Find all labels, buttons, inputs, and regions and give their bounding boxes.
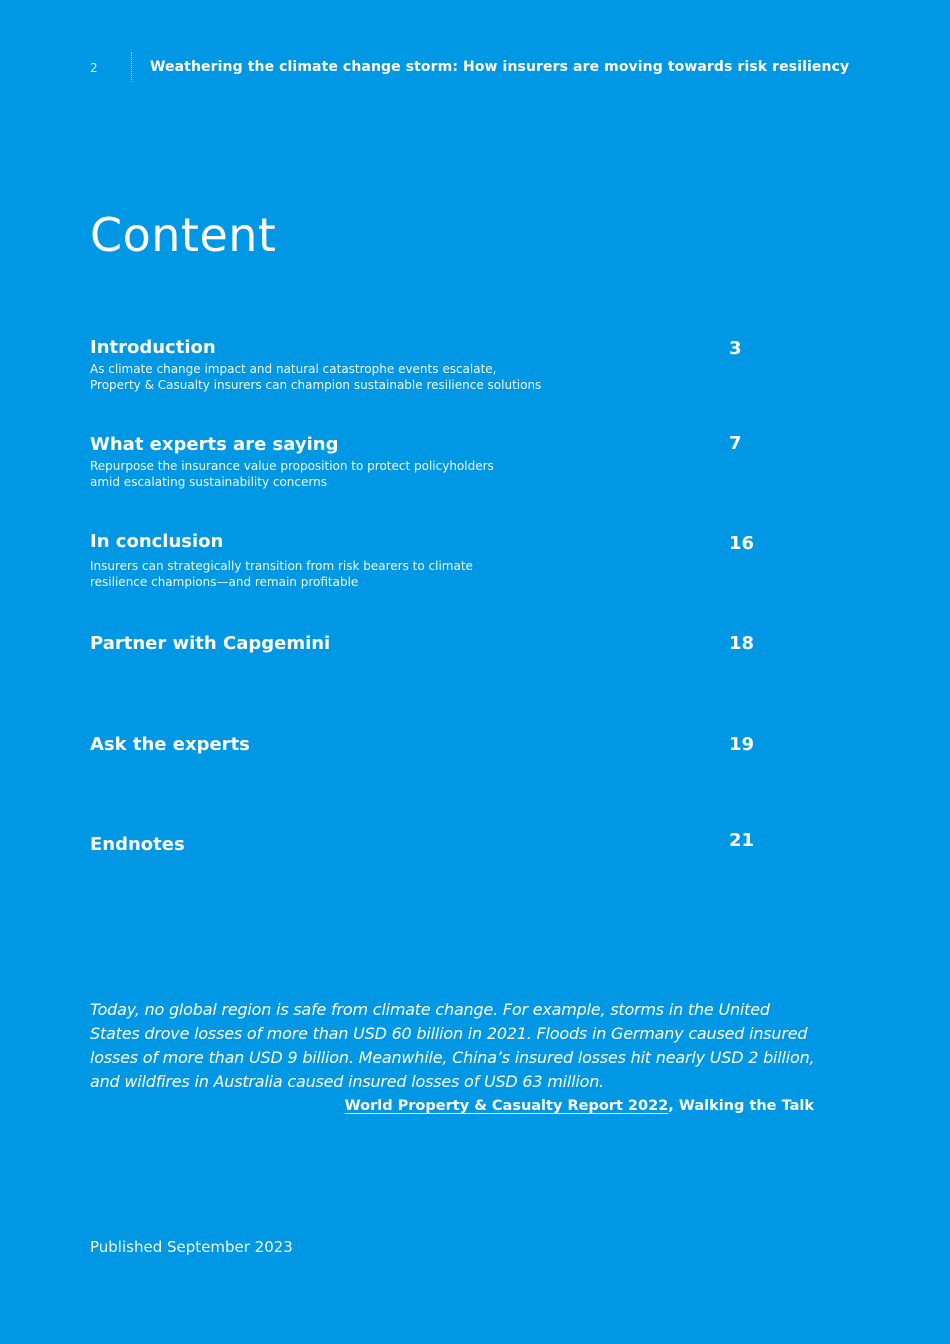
quote-source <box>90 1098 820 1114</box>
toc-entry-endnotes[interactable] <box>90 830 770 856</box>
toc-entry-introduction[interactable] <box>90 337 770 393</box>
toc-description: As climate change impact and natural catastrophe events escalate, Property & Casualty insurers can champion sustainable resilience solutions <box>90 362 542 392</box>
quote-text: Today, no global region is safe from climate change. For example, storms in the United States drove losses of more than USD 60 billion in 2021. Floods in Germany caused insured losses of more than USD 9 billion. Meanwhile, China’s insured losses hit nearly USD 2 billion, and wildfires in Australia caused insured losses of USD 63 million. <box>90 1000 815 1091</box>
toc-entry-what-experts-are-saying[interactable] <box>90 434 770 490</box>
toc-page-number[interactable]: 19 <box>729 734 755 755</box>
source-report-link[interactable]: World Property & Casualty Report 2022 <box>344 1098 669 1114</box>
toc-page-number[interactable]: 7 <box>729 433 742 454</box>
toc-entry-partner-with-capgemini[interactable] <box>90 633 770 655</box>
published-date: Published September 2023 <box>90 1238 293 1256</box>
quote-block <box>90 998 820 1114</box>
source-suffix: , Walking the Talk <box>668 1098 814 1114</box>
toc-page-number[interactable]: 16 <box>729 533 755 554</box>
toc-entry-ask-the-experts[interactable] <box>90 734 770 756</box>
toc-page-number[interactable]: 3 <box>729 338 742 359</box>
toc-title[interactable]: Partner with Capgemini <box>90 633 331 654</box>
toc-title[interactable]: Endnotes <box>90 834 185 855</box>
toc-title[interactable]: Introduction <box>90 337 216 358</box>
page-number: 2 <box>90 61 98 75</box>
toc-title[interactable]: In conclusion <box>90 531 224 552</box>
toc-page-number[interactable]: 18 <box>729 633 755 654</box>
toc-entry-in-conclusion[interactable] <box>90 531 770 590</box>
toc-description: Repurpose the insurance value proposition to protect policyholders amid escalating sustainability concerns <box>90 459 494 489</box>
toc-description: Insurers can strategically transition from risk bearers to climate resilience champions—and remain profitable <box>90 559 473 589</box>
content-heading: Content <box>90 208 277 262</box>
toc-title[interactable]: What experts are saying <box>90 434 339 455</box>
toc-title[interactable]: Ask the experts <box>90 734 250 755</box>
document-title: Weathering the climate change storm: How insurers are moving towards risk resiliency <box>150 59 850 75</box>
toc-page-number[interactable]: 21 <box>729 830 755 851</box>
header-divider <box>131 52 132 82</box>
